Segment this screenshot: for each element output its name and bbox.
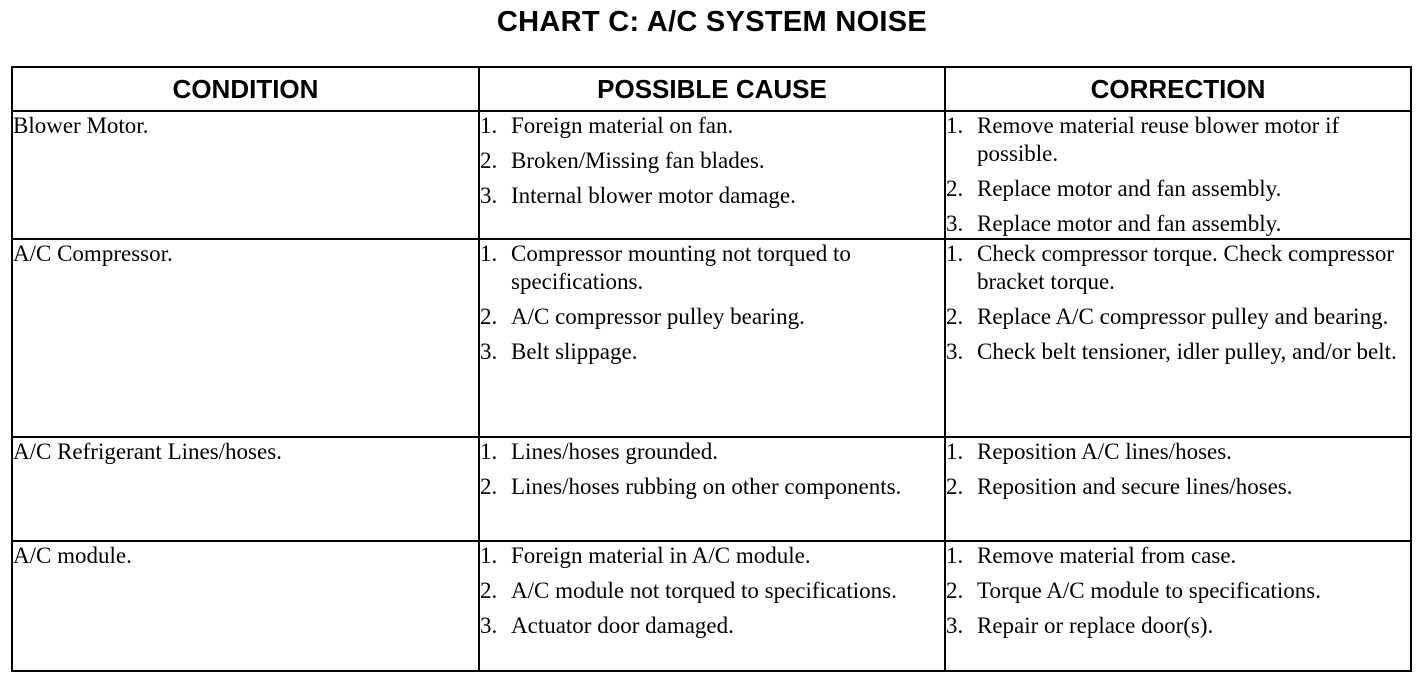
item-number: 1.: [946, 439, 964, 464]
item-number: 1.: [480, 439, 498, 464]
item-number: 2.: [946, 474, 964, 499]
item-text: A/C module not torqued to specifications.: [511, 578, 897, 603]
item-text: Reposition A/C lines/hoses.: [977, 439, 1232, 464]
item-text: Internal blower motor damage.: [511, 183, 796, 208]
header-possible-cause: POSSIBLE CAUSE: [479, 67, 945, 111]
cause-cell: [479, 437, 945, 541]
list-item: [946, 240, 1410, 296]
diagnosis-table: [11, 66, 1412, 672]
list-item: [480, 182, 944, 210]
item-number: 2.: [480, 148, 498, 173]
item-number: 2.: [480, 474, 498, 499]
item-text: Check compressor torque. Check compressor bracket torque.: [977, 241, 1395, 294]
item-text: Broken/Missing fan blades.: [511, 148, 765, 173]
item-number: 2.: [946, 578, 964, 603]
item-number: 2.: [480, 578, 498, 603]
item-number: 3.: [946, 613, 964, 638]
item-text: Lines/hoses rubbing on other components.: [511, 474, 902, 499]
table-row: [12, 437, 1411, 541]
item-number: 3.: [480, 339, 498, 364]
item-text: Remove material reuse blower motor if possible.: [977, 113, 1340, 166]
list-item: [946, 542, 1410, 570]
correction-cell: [945, 239, 1411, 437]
item-text: Foreign material on fan.: [511, 113, 734, 138]
item-text: Belt slippage.: [511, 339, 638, 364]
item-number: 3.: [480, 613, 498, 638]
item-number: 2.: [946, 176, 964, 201]
condition-cell: A/C module.: [12, 541, 479, 671]
list-item: [946, 612, 1410, 640]
item-number: 1.: [946, 543, 964, 568]
item-number: 1.: [946, 113, 964, 138]
item-text: A/C compressor pulley bearing.: [511, 304, 805, 329]
condition-cell: A/C Compressor.: [12, 239, 479, 437]
table-header-row: [12, 67, 1411, 111]
item-text: Compressor mounting not torqued to specifications.: [511, 241, 851, 294]
condition-cell: Blower Motor.: [12, 111, 479, 239]
list-item: [480, 438, 944, 466]
list-item: [480, 542, 944, 570]
correction-cell: [945, 437, 1411, 541]
item-text: Replace motor and fan assembly.: [977, 211, 1282, 236]
item-number: 3.: [946, 339, 964, 364]
list-item: [946, 303, 1410, 331]
correction-cell: [945, 541, 1411, 671]
list-item: [946, 438, 1410, 466]
list-item: [480, 338, 944, 366]
item-text: Torque A/C module to specifications.: [977, 578, 1321, 603]
list-item: [480, 577, 944, 605]
correction-cell: [945, 111, 1411, 239]
item-text: Reposition and secure lines/hoses.: [977, 474, 1293, 499]
list-item: [480, 147, 944, 175]
item-number: 1.: [480, 113, 498, 138]
item-number: 1.: [946, 241, 964, 266]
cause-cell: [479, 239, 945, 437]
table-row: [12, 541, 1411, 671]
list-item: [480, 473, 944, 501]
item-number: 2.: [480, 304, 498, 329]
item-text: Repair or replace door(s).: [977, 613, 1214, 638]
item-text: Foreign material in A/C module.: [511, 543, 811, 568]
list-item: [480, 612, 944, 640]
item-text: Actuator door damaged.: [511, 613, 734, 638]
list-item: [480, 240, 944, 296]
list-item: [946, 210, 1410, 238]
list-item: [946, 175, 1410, 203]
item-text: Replace A/C compressor pulley and bearing.: [977, 304, 1389, 329]
cause-cell: [479, 111, 945, 239]
item-number: 3.: [480, 183, 498, 208]
header-correction: CORRECTION: [945, 67, 1411, 111]
list-item: [946, 577, 1410, 605]
table-row: [12, 239, 1411, 437]
condition-cell: A/C Refrigerant Lines/hoses.: [12, 437, 479, 541]
header-condition: CONDITION: [12, 67, 479, 111]
list-item: [480, 303, 944, 331]
item-number: 3.: [946, 211, 964, 236]
cause-cell: [479, 541, 945, 671]
page-title: CHART C: A/C SYSTEM NOISE: [496, 6, 928, 38]
item-number: 1.: [480, 543, 498, 568]
list-item: [480, 112, 944, 140]
item-number: 2.: [946, 304, 964, 329]
list-item: [946, 473, 1410, 501]
item-text: Check belt tensioner, idler pulley, and/or belt.: [977, 339, 1397, 364]
list-item: [946, 338, 1410, 366]
item-text: Replace motor and fan assembly.: [977, 176, 1282, 201]
item-text: Remove material from case.: [977, 543, 1237, 568]
item-text: Lines/hoses grounded.: [511, 439, 718, 464]
table-row: [12, 111, 1411, 239]
list-item: [946, 112, 1410, 168]
item-number: 1.: [480, 241, 498, 266]
